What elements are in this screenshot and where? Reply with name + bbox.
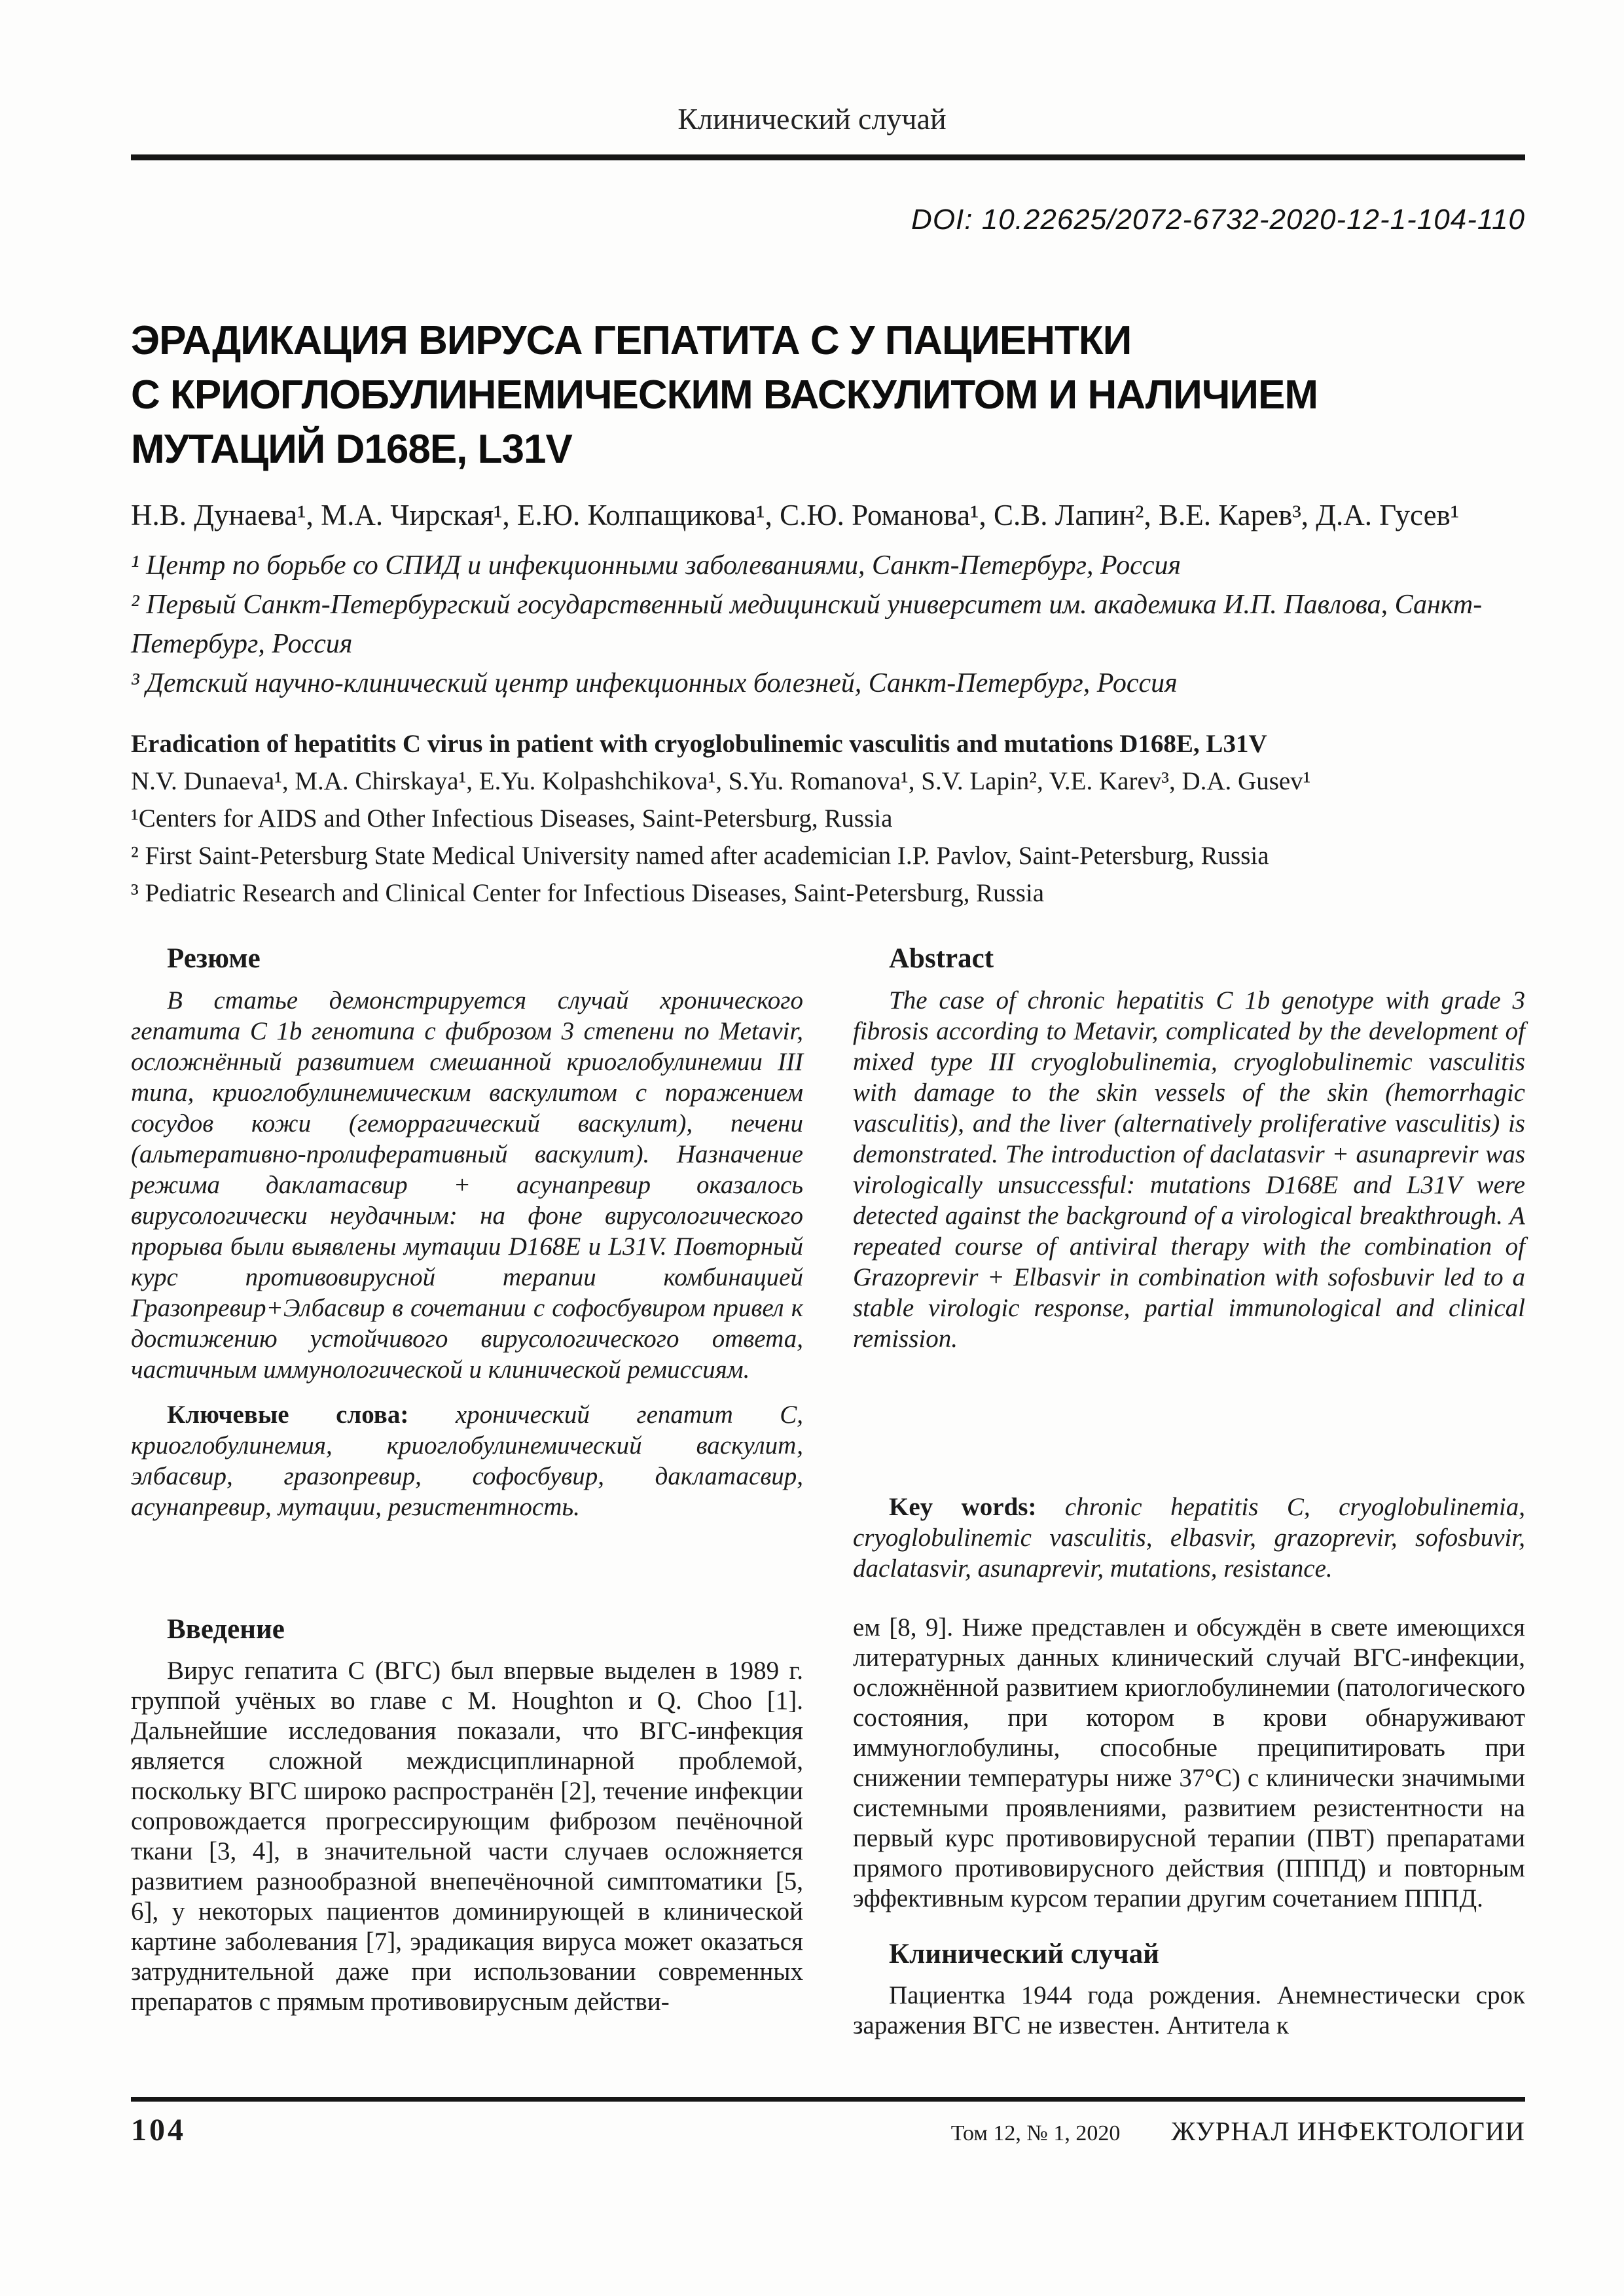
introduction-columns [131, 1613, 1525, 2041]
introduction-heading: Введение [167, 1614, 285, 1645]
authors-ru: Н.В. Дунаева¹, М.А. Чирская¹, Е.Ю. Колпащикова¹, С.Ю. Романова¹, С.В. Лапин², В.Е. Карев³, Д.А. Гусев¹ [131, 499, 1460, 531]
abstract-heading: Abstract [889, 943, 994, 974]
authors-en: N.V. Dunaeva¹, M.A. Chirskaya¹, E.Yu. Kolpashchikova¹, S.Yu. Romanova¹, S.V. Lapin², V.E. Karev³, D.A. Gusev¹ [131, 767, 1311, 795]
keywords-en-label: Key words: [889, 1493, 1037, 1521]
affiliation-en-2: ² First Saint-Petersburg State Medical University named after academician I.P. Pavlov, Saint-Petersburg, Russia [131, 842, 1269, 870]
footer-row [131, 2112, 1525, 2148]
clinical-case-heading: Клинический случай [889, 1939, 1159, 1969]
page-number: 104 [131, 2113, 186, 2147]
keywords-ru [131, 1399, 803, 1522]
keywords-ru-list: хронический гепатит С, криоглобулинемия, криоглобулинемический васкулит, элбасвир, гразопревир, софосбувир, даклатасвир, асунапревир, мутации, резистентность. [131, 1401, 803, 1521]
english-meta-block [131, 725, 1525, 912]
clinical-case-text: Пациентка 1944 года рождения. Анемнестически срок заражения ВГС не известен. Антитела к [853, 1981, 1525, 2039]
article-title-line-2: С КРИОГЛОБУЛИНЕМИЧЕСКИМ ВАСКУЛИТОМ И НАЛИЧИЕМ [131, 372, 1318, 418]
resume-heading: Резюме [167, 943, 261, 974]
affiliation-ru-1: ¹ Центр по борьбе со СПИД и инфекционными заболеваниями, Санкт-Петербург, Россия [131, 550, 1181, 581]
resume-text: В статье демонстрируется случай хронического гепатита С 1b генотипа с фиброзом 3 степени по Metavir, осложнённый развитием смешанной криоглобулинемии III типа, криоглобулинемическим васкулитом с поражением сосудов кожи (геморрагический васкулит), печени (альтеративно-пролиферативный васкулит). Назначение режима даклатасвир + асунапревир оказалось вирусологически неудачным: на фоне вирусологического прорыва были выявлены мутации D168E и L31V. Повторный курс противовирусной терапии комбинацией Гразопревир+Элбасвир в сочетании с софосбувиром привел к достижению устойчивого вирусологического ответа, частичным иммунологической и клинической ремиссиям. [131, 986, 803, 1384]
introduction-text-part1: Вирус гепатита С (ВГС) был впервые выделен в 1989 г. группой учёных во главе с M. Houghton и Q. Choo [1]. Дальнейшие исследования показали, что ВГС-инфекция является сложной междисциплинарной проблемой, поскольку ВГС широко распространён [2], течение инфекции сопровождается прогрессирующим фиброзом печёночной ткани [3, 4], в значительной части случаев осложняется развитием разнообразной внепечёночной симптоматики [5, 6], у некоторых пациентов доминирующей в клинической картине заболевания [7], эрадикация вируса может оказаться затруднительной даже при использовании современных препаратов с прямым противовирусным действи- [131, 1657, 803, 2016]
footer-right [951, 2115, 1525, 2147]
header-rule [131, 154, 1525, 160]
journal-name: ЖУРНАЛ ИНФЕКТОЛОГИИ [1171, 2116, 1525, 2146]
affiliations-ru [131, 546, 1525, 703]
summary-columns [131, 942, 1525, 1584]
keywords-en-list: chronic hepatitis C, cryoglobulinemia, cryoglobulinemic vasculitis, elbasvir, grazoprevir, sofosbuvir, daclatasvir, asunaprevir, mutations, resistance. [853, 1493, 1525, 1583]
introduction-left-column [131, 1613, 803, 2041]
keywords-ru-label: Ключевые слова: [167, 1401, 409, 1429]
article-title-en: Eradication of hepatitits C virus in patient with cryoglobulinemic vasculitis and mutations D168E, L31V [131, 730, 1267, 758]
affiliation-en-1: ¹Centers for AIDS and Other Infectious Diseases, Saint-Petersburg, Russia [131, 804, 893, 833]
resume-column [131, 942, 803, 1584]
footer-rule [131, 2097, 1525, 2102]
introduction-right-column [853, 1613, 1525, 2041]
affiliation-ru-3: ³ Детский научно-клинический центр инфекционных болезней, Санкт-Петербург, Россия [131, 668, 1178, 698]
issue-info: Том 12, № 1, 2020 [950, 2121, 1121, 2145]
affiliation-en-3: ³ Pediatric Research and Clinical Center for Infectious Diseases, Saint-Petersburg, Russia [131, 879, 1045, 907]
abstract-text: The case of chronic hepatitis C 1b genotype with grade 3 fibrosis according to Metavir, complicated by the development of mixed type III cryoglobulinemia, cryoglobulinemic vasculitis with damage to the skin vessels of the skin (hemorrhagic vasculitis), and the liver (alternatively proliferative vasculitis) is demonstrated. The introduction of daclatasvir + asunaprevir was virologically unsuccessful: mutations D168E and L31V were detected against the background of a virological breakthrough. A repeated course of antiviral therapy with the combination of Grazoprevir + Elbasvir in combination with sofosbuvir led to a stable virologic response, partial immunological and clinical remission. [853, 986, 1525, 1353]
article-title-line-3: МУТАЦИЙ D168E, L31V [131, 427, 572, 472]
page-footer [131, 2097, 1525, 2148]
keywords-en [853, 1492, 1525, 1584]
affiliation-ru-2: ² Первый Санкт-Петербургский государственный медицинский университет им. академика И.П. Павлова, Санкт-Петербург, Россия [131, 590, 1483, 659]
doi-line: DOI: 10.22625/2072-6732-2020-12-1-104-110 [911, 204, 1525, 236]
article-title [131, 314, 1525, 476]
page-content [131, 154, 1525, 2041]
abstract-column [853, 942, 1525, 1584]
article-title-line-1: ЭРАДИКАЦИЯ ВИРУСА ГЕПАТИТА С У ПАЦИЕНТКИ [131, 318, 1132, 363]
introduction-text-part2: ем [8, 9]. Ниже представлен и обсуждён в свете имеющихся литературных данных клинический случай ВГС-инфекции, осложнённой развитием криоглобулинемии (патологического состояния, при котором в крови обнаруживают иммуноглобулины, способные преципитировать при снижении температуры ниже 37°С) с клинически значимыми системными проявлениями, развитием резистентности на первый курс противовирусной терапии (ПВТ) препаратами прямого противовирусного действия (ПППД) и повторным эффективным курсом терапии другим сочетанием ПППД. [853, 1613, 1525, 1912]
running-head: Клинический случай [677, 102, 947, 135]
